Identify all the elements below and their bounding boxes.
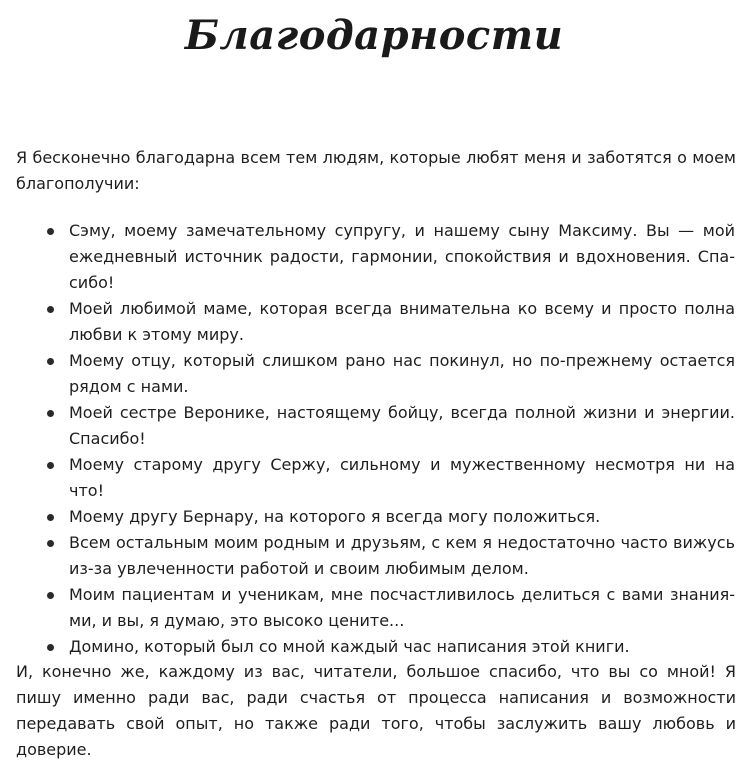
gratitude-list [0, 218, 748, 660]
list-item-text: Моему старому другу Сержу, сильному и мужественному несмотря ни на что! [69, 455, 735, 500]
list-item [0, 452, 735, 504]
bullet-icon [47, 306, 54, 313]
list-item [0, 296, 735, 348]
list-item [0, 634, 735, 660]
bullet-icon [47, 540, 54, 547]
bullet-icon [47, 644, 54, 651]
list-item [0, 348, 735, 400]
list-item-text: Домино, который был со мной каждый час написания этой книги. [69, 637, 630, 656]
list-item-text: Моему отцу, который слишком рано нас покинул, но по-прежнему остается рядом с нами. [69, 351, 735, 396]
list-item [0, 400, 735, 452]
list-item [0, 530, 735, 582]
list-item-text: Сэму, моему замечательному супругу, и нашему сыну Максиму. Вы — мой ежедневный источник радости, гармонии, спокойствия и вдохновения. Спасибо! [69, 221, 735, 292]
bullet-icon [47, 358, 54, 365]
list-item [0, 582, 735, 634]
list-item-text: Моей сестре Веронике, настоящему бойцу, всегда полной жизни и энергии. Спасибо! [69, 403, 735, 448]
bullet-icon [47, 514, 54, 521]
list-item [0, 218, 735, 296]
list-item-text: Моей любимой маме, которая всегда внимательна ко всему и просто полна любви к этому миру. [69, 299, 735, 344]
page-title: Благодарности [184, 12, 564, 59]
list-item-text: Всем остальным моим родным и друзьям, с кем я недостаточно часто вижусь из-за увлеченности работой и своим любимым делом. [69, 533, 735, 578]
bullet-icon [47, 410, 54, 417]
list-item [0, 504, 735, 530]
bullet-icon [47, 592, 54, 599]
list-item-text: Моему другу Бернару, на которого я всегда могу положиться. [69, 507, 601, 526]
list-item-text: Моим пациентам и ученикам, мне посчастливилось делиться с вами знаниями, и вы, я думаю, это высоко цените... [69, 585, 735, 630]
bullet-icon [47, 462, 54, 469]
closing-paragraph: И, конечно же, каждому из вас, читатели, большое спасибо, что вы со мной! Я пишу именно ради вас, ради счастья от процесса написания и возможности передавать свой опыт, но также ради того, чтобы заслужить вашу любовь и доверие. [16, 662, 736, 759]
bullet-icon [47, 228, 54, 235]
intro-paragraph: Я бесконечно благодарна всем тем людям, которые любят меня и заботятся о моем благополучии: [16, 148, 736, 193]
